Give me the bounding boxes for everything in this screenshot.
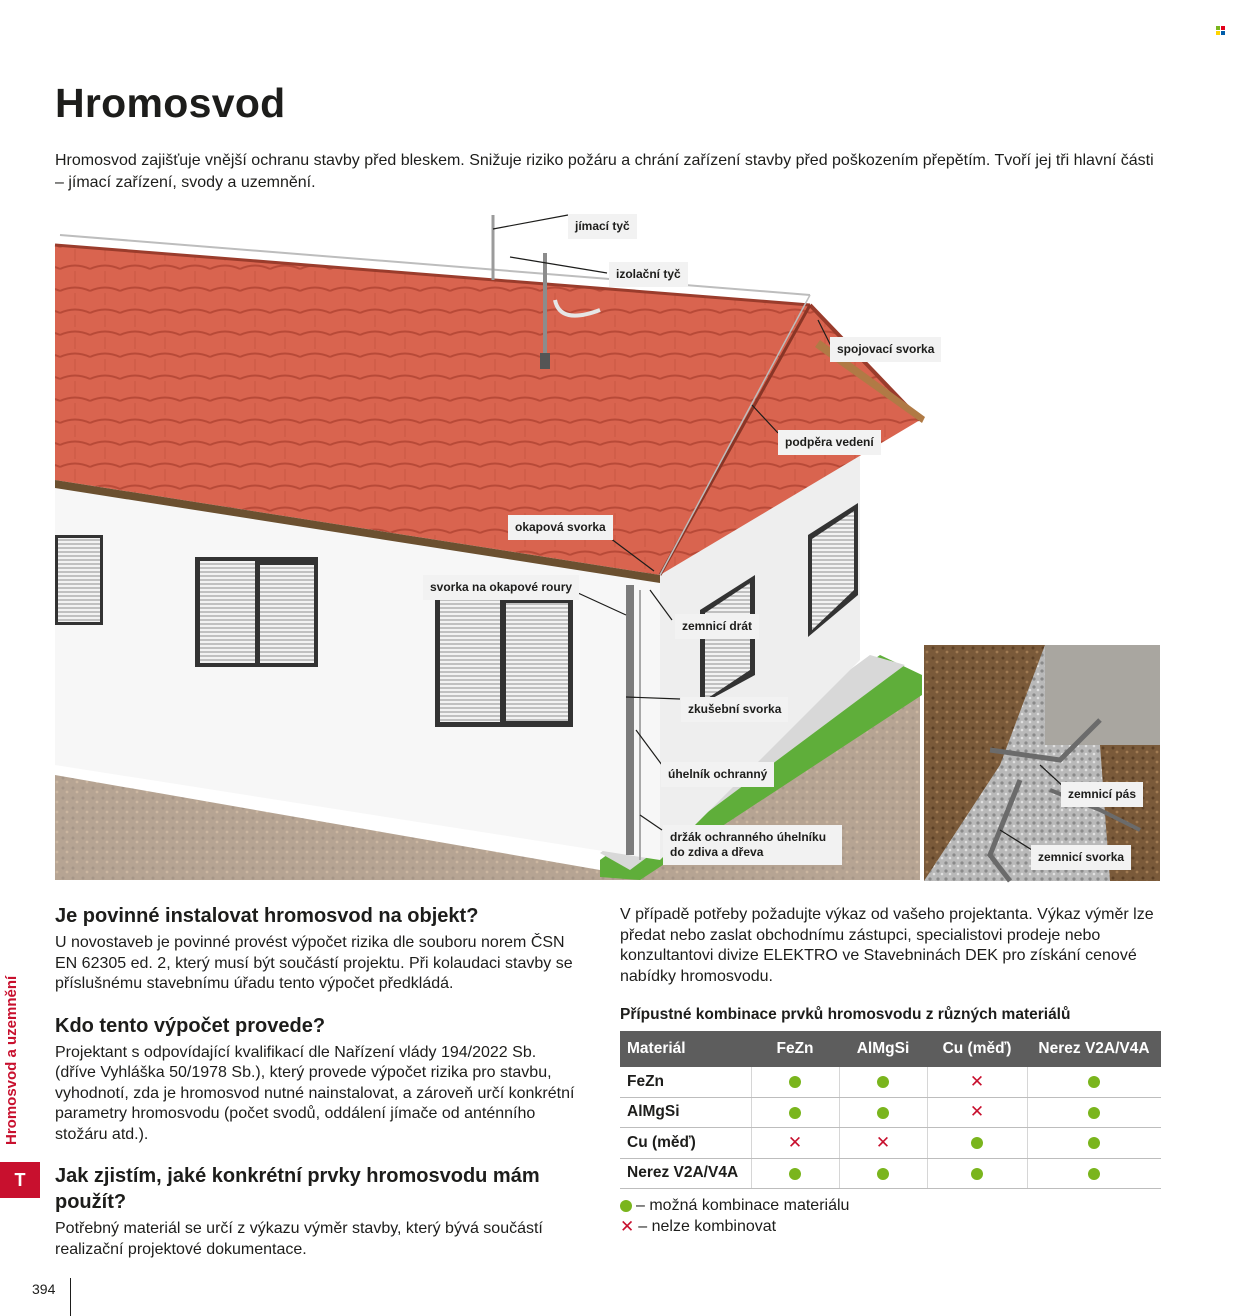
label-svorka-okapove-roury: svorka na okapové roury	[423, 575, 579, 600]
table-cell	[839, 1067, 927, 1097]
table-cell	[839, 1158, 927, 1189]
table-header-cell: Nerez V2A/V4A	[1027, 1031, 1161, 1067]
faq-question-2: Kdo tento výpočet provede?	[55, 1014, 326, 1037]
table-header-cell: AlMgSi	[839, 1031, 927, 1067]
label-izolacni-tyc: izolační tyč	[609, 262, 688, 287]
right-column-text	[620, 905, 1165, 987]
faq-section	[55, 903, 575, 1278]
request-statement-text: V případě potřeby požadujte výkaz od vašeho projektanta. Výkaz výměr lze předat nebo zaslat obchodnímu zástupci, specialistovi prodeje nebo konzultantovi divize ELEKTRO ve Stavebninách DEK pro získání cenové nabídky hromosvodu.	[620, 906, 1154, 985]
green-dot-icon	[789, 1076, 801, 1088]
table-cell	[751, 1158, 839, 1189]
front-window-right	[435, 595, 573, 727]
table-cell	[927, 1067, 1027, 1097]
green-dot-icon	[971, 1168, 983, 1180]
table-cell	[751, 1067, 839, 1097]
table-cell	[1027, 1158, 1161, 1189]
green-dot-icon	[789, 1168, 801, 1180]
material-combination-table	[620, 1031, 1161, 1189]
green-dot-icon	[620, 1200, 632, 1212]
table-row-material: FeZn	[620, 1067, 751, 1097]
label-zemnici-svorka: zemnicí svorka	[1031, 845, 1131, 870]
table-cell	[1027, 1097, 1161, 1128]
green-dot-icon	[971, 1137, 983, 1149]
label-jimaci-tyc: jímací tyč	[568, 214, 637, 239]
red-cross-icon: ✕	[875, 1132, 891, 1152]
faq-question-3: Jak zjistím, jaké konkrétní prvky hromosvodu mám použít?	[55, 1165, 540, 1213]
label-zemnici-drat: zemnicí drát	[675, 614, 759, 639]
lightning-rod-illustration	[0, 205, 1250, 895]
table-row	[620, 1128, 1161, 1159]
label-okapova-svorka: okapová svorka	[508, 515, 613, 540]
page-number: 394	[32, 1281, 56, 1297]
red-cross-icon: ✕	[969, 1102, 985, 1122]
green-dot-icon	[1088, 1076, 1100, 1088]
label-zemnici-pas: zemnicí pás	[1061, 782, 1143, 807]
legend-no-text: – nelze kombinovat	[638, 1217, 777, 1235]
table-header-cell: Materiál	[620, 1031, 751, 1067]
legend-ok-text: – možná kombinace materiálu	[636, 1197, 850, 1214]
combination-table-title: Přípustné kombinace prvků hromosvodu z různých materiálů	[620, 1006, 1071, 1023]
red-cross-icon: ✕	[969, 1071, 985, 1091]
side-tab-chapter: Hromosvod a uzemnění	[3, 975, 20, 1145]
table-cell	[751, 1128, 839, 1159]
table-cell	[1027, 1128, 1161, 1159]
table-row-material: Nerez V2A/V4A	[620, 1158, 751, 1189]
table-cell	[751, 1097, 839, 1128]
table-legend	[620, 1196, 849, 1237]
red-cross-icon: ✕	[787, 1132, 803, 1152]
front-window-left	[55, 535, 103, 625]
table-row	[620, 1097, 1161, 1128]
label-podpera-vedeni: podpěra vedení	[778, 430, 881, 455]
green-dot-icon	[789, 1107, 801, 1119]
table-cell	[839, 1128, 927, 1159]
green-dot-icon	[1088, 1137, 1100, 1149]
green-dot-icon	[877, 1076, 889, 1088]
legend-no	[620, 1217, 849, 1238]
table-header-cell: Cu (měď)	[927, 1031, 1027, 1067]
table-cell	[927, 1097, 1027, 1128]
table-cell	[927, 1158, 1027, 1189]
table-cell	[927, 1128, 1027, 1159]
table-header-cell: FeZn	[751, 1031, 839, 1067]
faq-answer-3: Potřebný materiál se určí z výkazu výměr stavby, který bývá součástí realizační projektové dokumentace.	[55, 1220, 543, 1258]
page-title: Hromosvod	[55, 80, 286, 126]
corner-color-mark	[1216, 26, 1225, 35]
table-row-material: AlMgSi	[620, 1097, 751, 1128]
label-spojovaci-svorka: spojovací svorka	[830, 337, 941, 362]
green-dot-icon	[877, 1168, 889, 1180]
faq-answer-1: U novostaveb je povinné provést výpočet rizika dle souboru norem ČSN EN 62305 ed. 2, který musí být součástí projektu. Při kolaudaci stavby se příslušnému stavebnímu úřadu tento výpočet předkládá.	[55, 934, 573, 992]
front-window-middle	[195, 557, 318, 667]
label-zkusebni-svorka: zkušební svorka	[681, 697, 788, 722]
legend-ok	[620, 1196, 849, 1217]
table-header-row	[620, 1031, 1161, 1067]
green-dot-icon	[1088, 1168, 1100, 1180]
page-number-divider	[70, 1278, 71, 1316]
green-dot-icon	[1088, 1107, 1100, 1119]
table-row	[620, 1067, 1161, 1097]
label-uhelnik-ochranny: úhelník ochranný	[661, 762, 774, 787]
table-row	[620, 1158, 1161, 1189]
label-drzak-uhelniku: držák ochranného úhelníku do zdiva a dřeva	[663, 825, 842, 865]
table-row-material: Cu (měď)	[620, 1128, 751, 1159]
red-cross-icon: ✕	[620, 1217, 635, 1237]
table-cell	[1027, 1067, 1161, 1097]
intro-text: Hromosvod zajišťuje vnější ochranu stavby před bleskem. Snižuje riziko požáru a chrání zařízení stavby před poškozením přepětím. Tvoří jej tři hlavní části – jímací zařízení, svody a uzemnění.	[55, 152, 1154, 191]
side-tab-letter: T	[0, 1162, 40, 1198]
faq-question-1: Je povinné instalovat hromosvod na objekt?	[55, 905, 479, 927]
faq-answer-2: Projektant s odpovídající kvalifikací dle Nařízení vlády 194/2022 Sb. (dříve Vyhláška 50/1978 Sb.), který provede výpočet rizika pro stavbu, vyhodnotí, zda je hromosvod nutné nainstalovat, a zároveň určí konkrétní parametry hromosvodu (počet svodů, oddálení jímače od anténního stožáru atd.).	[55, 1043, 575, 1143]
table-cell	[839, 1097, 927, 1128]
green-dot-icon	[877, 1107, 889, 1119]
